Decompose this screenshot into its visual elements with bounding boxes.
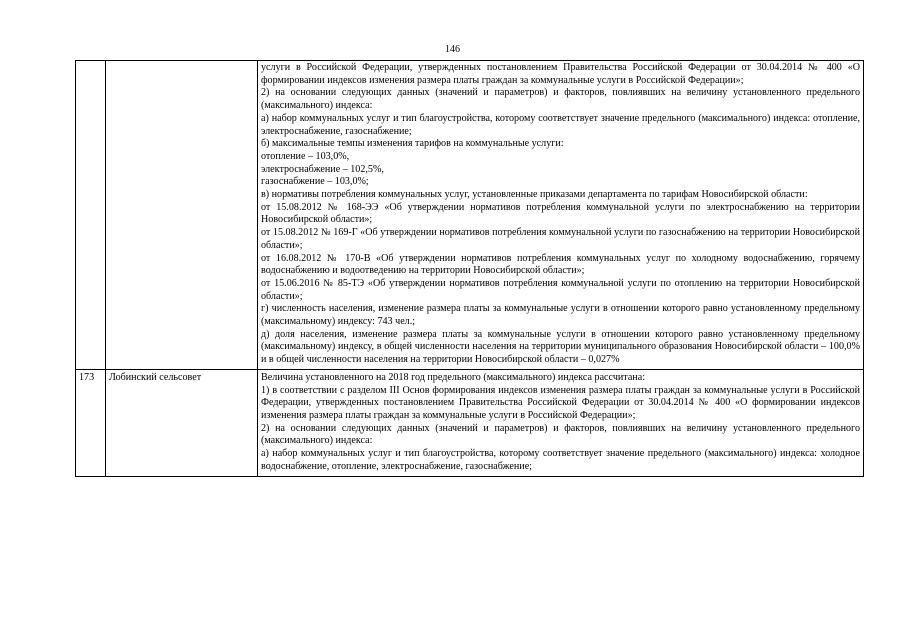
index-description: [258, 369, 864, 476]
table-row: [76, 369, 864, 476]
paragraph: от 16.08.2012 № 170-В «Об утверждении нормативов потребления коммунальных услуг по холодному водоснабжению, горячему водоснабжению и водоотведению на территории Новосибирской области»;: [261, 252, 860, 277]
index-description: [258, 61, 864, 370]
paragraph: а) набор коммунальных услуг и тип благоустройства, которому соответствует значение предельного (максимального) индекса: холодное водоснабжение, отопление, электроснабжение, газоснабжение;: [261, 448, 860, 472]
paragraph: электроснабжение – 102,5%,: [261, 163, 384, 175]
paragraph: от 15.08.2012 № 169-Г «Об утверждении нормативов потребления коммунальной услуги по газоснабжению на территории Новосибирской области»;: [261, 227, 860, 251]
paragraph: газоснабжение – 103,0%;: [261, 176, 369, 188]
row-number: [76, 61, 106, 370]
paragraph: отопление – 103,0%,: [261, 150, 350, 162]
paragraph: от 15.06.2016 № 85-ТЭ «Об утверждении нормативов потребления коммунальной услуги по отоплению на территории Новосибирской области»;: [261, 277, 860, 302]
index-table: [75, 60, 864, 477]
paragraph: б) максимальные темпы изменения тарифов на коммунальные услуги:: [261, 138, 564, 150]
row-number: 173: [76, 369, 106, 476]
paragraph: 2) на основании следующих данных (значений и параметров) и факторов, повлиявших на величину установленного предельного (максимального) индекса:: [261, 422, 860, 447]
page-number: 146: [445, 44, 460, 55]
municipality-name: Лобинский сельсовет: [106, 369, 258, 476]
municipality-name: [106, 61, 258, 370]
paragraph: Величина установленного на 2018 год предельного (максимального) индекса рассчитана:: [261, 371, 645, 383]
paragraph: д) доля населения, изменение размера платы за коммунальные услуги в отношении которого равно установленному предельному (максимальному) индексу, в общей численности населения на территории муниципального образования Новосибирской области – 100,0% и в общей численности населения на территории Новосибирской области – 0,027%: [261, 328, 860, 366]
table-row: [76, 61, 864, 370]
paragraph: услуги в Российской Федерации, утвержденных постановлением Правительства Российской Федерации от 30.04.2014 № 400 «О формировании индексов изменения размера платы граждан за коммунальные услуги в Российской Федерации»;: [261, 62, 860, 86]
paragraph: а) набор коммунальных услуг и тип благоустройства, которому соответствует значение предельного (максимального) индекса: отопление, электроснабжение, газоснабжение;: [261, 112, 860, 137]
paragraph: 1) в соответствии с разделом III Основ формирования индексов изменения размера платы граждан за коммунальные услуги в Российской Федерации, утвержденных постановлением Правительства Российской Федерации от 30.04.2014 № 400 «О формировании индексов изменения размера платы граждан за коммунальные услуги в Российской Федерации»;: [261, 384, 860, 421]
paragraph: в) нормативы потребления коммунальных услуг, установленные приказами департамента по тарифам Новосибирской области:: [261, 189, 808, 201]
paragraph: от 15.08.2012 № 168-ЭЭ «Об утверждении нормативов потребления коммунальной услуги по электроснабжению на территории Новосибирской области»;: [261, 201, 860, 226]
paragraph: г) численность населения, изменение размера платы за коммунальные услуги в отношении которого равно установленному предельному (максимальному) индексу: 743 чел.;: [261, 303, 860, 328]
paragraph: 2) на основании следующих данных (значений и параметров) и факторов, повлиявших на величину установленного предельного (максимального) индекса:: [261, 87, 860, 112]
